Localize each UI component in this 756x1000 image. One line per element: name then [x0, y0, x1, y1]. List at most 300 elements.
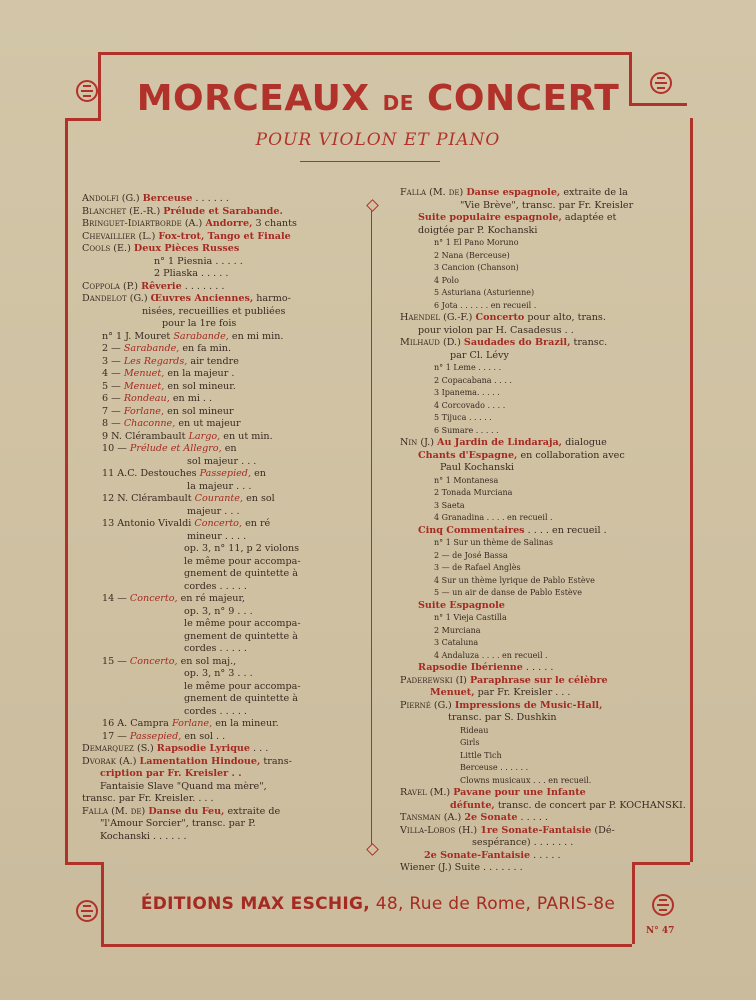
left-entry-text: Rapsodie Lyrique [156, 743, 250, 754]
left-entry-text: 13 Antonio Vivaldi [102, 518, 192, 529]
right-entry-text: 1re Sonate-Fantaisie [480, 824, 592, 836]
left-entry [82, 581, 367, 594]
left-entry-text: trans- [260, 755, 292, 767]
left-entry-text: Kochanski . . . . . . [100, 830, 187, 842]
left-entry-text: "l'Amour Sorcier", transc. par P. [100, 818, 256, 829]
left-entry-text: op. 3, n° 3 . . . [184, 668, 253, 679]
left-entry-text: 7 — [102, 405, 121, 417]
right-entry-text: pour alto, trans. [524, 312, 606, 323]
left-entry [82, 718, 367, 731]
left-entry [82, 406, 367, 419]
left-entry [82, 431, 367, 444]
left-entry [82, 306, 367, 319]
right-entry [400, 837, 685, 850]
right-entry [400, 500, 685, 513]
right-entry-text: dialogue [562, 437, 607, 448]
right-entry-text: en collaboration avec [517, 449, 625, 461]
right-entry [400, 387, 685, 400]
left-entry [82, 393, 367, 406]
left-entry-text: Chaconne, [123, 418, 176, 429]
left-entry-text: la majeur . . . [187, 480, 252, 492]
left-entry-text: Andorre, [205, 218, 253, 229]
left-entry-text: 14 — [102, 593, 127, 604]
right-entry-text: Cinq Commentaires [418, 524, 525, 536]
left-entry-text: n° 1 Piesnia . . . . . [154, 255, 243, 267]
left-entry-text: en fa min. [179, 343, 231, 354]
right-entry [400, 825, 685, 838]
right-entry [400, 687, 685, 700]
left-entry [82, 418, 367, 431]
left-entry-text: extraite de [224, 805, 281, 817]
left-entry [82, 493, 367, 506]
left-entry-text: . . . [249, 743, 269, 754]
right-entry-text: 2e Sonate-Fantaisie [424, 849, 531, 861]
right-entry-text: "Vie Brève", transc. par Fr. Kreisler [460, 199, 634, 211]
right-entry-text: Girls [460, 738, 480, 747]
right-entry [400, 462, 685, 475]
left-entry-text: Chevaillier (L.) [82, 230, 156, 242]
left-entry [82, 793, 367, 806]
left-entry-text: pour la 1re fois [162, 318, 237, 329]
left-entry-text: nisées, recueillies et publiées [142, 305, 286, 317]
left-entry-text: en sol . . [181, 730, 226, 742]
left-entry-text: en [251, 468, 266, 479]
left-entry-text: Passepied, [199, 468, 252, 479]
right-entry [400, 400, 685, 413]
left-entry [82, 281, 367, 294]
left-entry [82, 768, 367, 781]
right-entry [400, 275, 685, 288]
right-entry [400, 600, 685, 613]
right-entry-text: Menuet, [430, 687, 475, 698]
right-entry-text: 2 — de José Bassa [434, 550, 508, 560]
left-entry-text: 11 A.C. Destouches [102, 468, 197, 479]
right-entry [400, 225, 685, 238]
right-entry-text: Clowns musicaux . . . en recueil. [460, 775, 592, 785]
page-number: N° 47 [646, 926, 675, 936]
frame-bottom-ledge-left [65, 862, 101, 865]
left-entry-text: en sol mineur. [164, 380, 236, 392]
left-entry-text: Passepied, [129, 730, 182, 742]
left-entry [82, 806, 367, 819]
left-entry [82, 456, 367, 469]
left-entry-text: Sarabande, [173, 330, 229, 342]
left-entry [82, 506, 367, 519]
right-entry-text: extraite de la [560, 187, 628, 198]
title-rule [300, 161, 440, 162]
right-entry [400, 637, 685, 650]
right-entry [400, 262, 685, 275]
right-entry [400, 375, 685, 388]
left-entry-text: 3 chants [255, 218, 297, 229]
right-entry [400, 525, 685, 538]
left-entry-text: 3 — [102, 355, 121, 367]
right-entry [400, 587, 685, 600]
right-entry [400, 700, 685, 713]
right-entry [400, 812, 685, 825]
left-entry-text: Largo, [188, 430, 221, 442]
left-entry-text: Prélude et Allegro, [129, 443, 222, 454]
page-title: MORCEAUX DE CONCERT [136, 78, 620, 119]
right-entry [400, 250, 685, 263]
right-entry-text: transc. [570, 337, 608, 348]
left-entry-text: 17 — [102, 730, 127, 742]
right-entry-text: doigtée par P. Kochanski [418, 224, 538, 236]
left-entry [82, 818, 367, 831]
left-entry-text: transc. par Fr. Kreisler. . . . [82, 793, 214, 804]
left-entry-text: 16 A. Campra [102, 718, 169, 729]
left-entry-text: Sarabande, [123, 343, 180, 354]
right-entry-text: Saudades do Brazil, [463, 337, 571, 348]
left-entry [82, 656, 367, 669]
left-entry-text: "Quand ma mère", [173, 780, 267, 792]
left-entry [82, 681, 367, 694]
right-entry-text: Villa-Lobos (H.) [400, 824, 478, 836]
right-entry-text: Paraphrase sur le célèbre [470, 674, 608, 686]
left-entry [82, 706, 367, 719]
left-entry-text: gnement de quintette à [184, 568, 298, 579]
right-entry-text: 3 — de Rafael Anglès [434, 563, 521, 572]
left-entry-text: Rondeau, [123, 393, 170, 404]
right-entry-text: transc. par S. Dushkin [448, 712, 557, 723]
right-entry [400, 425, 685, 438]
right-entry-text: Paul Kochanski [440, 462, 514, 473]
left-entry [82, 693, 367, 706]
left-entry [82, 443, 367, 456]
right-entry-text: par Cl. Lévy [450, 349, 509, 361]
publisher-line: ÉDITIONS MAX ESCHIG, 48, Rue de Rome, PARIS-8e [140, 894, 616, 914]
left-entry [82, 193, 367, 206]
left-entry-text: majeur . . . [187, 505, 240, 517]
left-entry-text: 2 — [102, 343, 121, 354]
left-entry [82, 206, 367, 219]
right-entry [400, 787, 685, 800]
left-entry-text: Concerto, [194, 518, 243, 529]
right-entry-text: 4 Andaluza . . . . en recueil . [434, 650, 548, 660]
left-entry-text: . . . . . . [192, 193, 229, 204]
right-entry [400, 750, 685, 763]
right-entry-text: Danse espagnole, [466, 187, 561, 198]
right-entry [400, 412, 685, 425]
right-entry [400, 712, 685, 725]
left-entry-text: Danse du Feu, [148, 805, 225, 817]
left-entry-text: en ré majeur, [177, 593, 246, 604]
right-entry [400, 725, 685, 738]
left-entry-text: le même pour accompa- [184, 618, 301, 629]
right-entry [400, 612, 685, 625]
right-entry-text: Little Tich [460, 750, 502, 760]
left-entry-text: en sol maj., [177, 655, 237, 667]
right-entry-text: Pierné (G.) [400, 699, 452, 711]
left-entry-text: mineur . . . . [187, 530, 247, 542]
left-entry-text: Demarquez (S.) [82, 743, 154, 754]
right-entry-text: 2 Tonada Murciana [434, 488, 513, 497]
left-entry-text: Fantaisie Slave [100, 780, 174, 792]
right-entry [400, 325, 685, 338]
left-entry-text: cription par Fr. Kreisler . . [100, 768, 242, 779]
left-entry-text: Coppola (P.) [82, 280, 139, 292]
left-entry-text: en sol [243, 493, 275, 504]
right-entry-text: . . . . . . . [480, 862, 523, 873]
right-entry-text: Nin (J.) [400, 437, 434, 448]
left-entry [82, 643, 367, 656]
left-entry-text: Concerto, [129, 593, 178, 604]
left-entry-text: en la mineur. [212, 718, 279, 729]
left-entry [82, 243, 367, 256]
left-entry [82, 731, 367, 744]
left-entry-text: en la majeur . [164, 368, 235, 379]
left-entry [82, 781, 367, 794]
right-entry-text: Suite [454, 862, 480, 873]
right-entry-text: 3 Saeta [434, 500, 465, 510]
right-entry-text: défunte, [450, 799, 495, 811]
right-entry-text: n° 1 Leme . . . . . [434, 363, 502, 372]
left-entry [82, 356, 367, 369]
right-entry [400, 200, 685, 213]
right-entry-text: n° 1 Montanesa [434, 475, 499, 485]
left-entry [82, 531, 367, 544]
right-entry-text: pour violon par H. Casadesus . . [418, 324, 574, 336]
frame-bottom [101, 944, 632, 947]
right-entry-text: par Fr. Kreisler . . . [474, 687, 571, 698]
left-entry [82, 556, 367, 569]
right-entry-text: Wiener (J.) [400, 862, 452, 873]
left-entry-text: Courante, [194, 493, 244, 504]
left-entry-text: Berceuse [142, 193, 193, 204]
right-entry [400, 337, 685, 350]
left-entry-text: Menuet, [123, 368, 165, 379]
left-entry-text: 6 — [102, 393, 121, 404]
right-entry [400, 650, 685, 663]
left-entry [82, 831, 367, 844]
left-entry [82, 381, 367, 394]
right-entry-text: (Dé- [591, 824, 615, 836]
left-entry-text: en mi . . [169, 393, 213, 404]
left-entry [82, 606, 367, 619]
left-entry [82, 218, 367, 231]
left-entry [82, 268, 367, 281]
right-entry-text: 3 Ipanema. . . . . [434, 388, 500, 397]
right-entry-text: transc. de concert par P. KOCHANSKI. [494, 799, 686, 811]
left-entry-text: 4 — [102, 368, 121, 379]
left-entry-text: Forlane, [123, 405, 165, 417]
right-entry [400, 800, 685, 813]
left-entry [82, 756, 367, 769]
left-entry-text: en mi min. [228, 330, 284, 342]
right-column [400, 187, 685, 875]
right-entry-text: 2 Copacabana . . . . [434, 375, 512, 385]
right-entry-text: . . . . . [522, 662, 554, 673]
page-subtitle: POUR VIOLON ET PIANO [255, 130, 501, 150]
left-entry [82, 743, 367, 756]
left-column [82, 193, 367, 843]
left-entry-text: cordes . . . . . [184, 705, 247, 717]
right-entry-text: n° 1 Sur un thème de Salinas [434, 538, 553, 547]
right-entry-text: 2e Sonate [464, 812, 518, 823]
right-entry-text: adaptée et [561, 212, 617, 223]
right-entry [400, 862, 685, 875]
right-entry-text: 6 Sumare . . . . . [434, 425, 499, 435]
right-entry [400, 575, 685, 588]
left-entry-text: . . . . . . . [181, 280, 225, 292]
right-entry [400, 487, 685, 500]
right-entry [400, 300, 685, 313]
left-entry-text: Œuvres Anciennes, [150, 293, 254, 304]
right-entry [400, 212, 685, 225]
right-entry-text: 2 Murciana [434, 625, 481, 635]
left-entry-text: le même pour accompa- [184, 680, 301, 692]
right-entry-text: Au Jardin de Lindaraja, [437, 437, 563, 448]
left-entry-text: gnement de quintette à [184, 630, 298, 642]
right-entry-text: 5 — un air de danse de Pablo Estève [434, 588, 582, 597]
left-entry [82, 481, 367, 494]
left-entry [82, 543, 367, 556]
right-entry [400, 625, 685, 638]
left-entry-text: Falla (M. de) [82, 805, 146, 817]
frame-top [98, 52, 632, 55]
right-entry-text: Berceuse . . . . . . [460, 763, 529, 772]
left-entry [82, 318, 367, 331]
right-entry [400, 512, 685, 525]
left-entry-text: op. 3, n° 9 . . . [184, 605, 253, 617]
left-entry [82, 231, 367, 244]
left-entry-text: Dandelot (G.) [82, 293, 148, 304]
right-entry-text: Rideau [460, 725, 489, 735]
left-entry-text: Andolfi (G.) [82, 193, 140, 204]
right-entry-text: Falla (M. de) [400, 187, 464, 198]
right-entry-text: Impressions de Music-Hall, [454, 699, 603, 711]
right-entry [400, 562, 685, 575]
left-entry-text: en [221, 443, 237, 454]
left-entry [82, 631, 367, 644]
right-entry-text: Rapsodie Ibérienne [418, 662, 523, 673]
column-divider [371, 205, 372, 850]
right-entry-text: Suite Espagnole [418, 599, 505, 611]
left-entry-text: en ut majeur [175, 418, 241, 429]
left-entry [82, 331, 367, 344]
right-entry-text: Haendel (G.-F.) [400, 312, 473, 323]
right-entry [400, 662, 685, 675]
right-entry [400, 362, 685, 375]
left-entry-text: op. 3, n° 11, p 2 violons [184, 543, 300, 554]
right-entry-text: 3 Cancion (Chanson) [434, 263, 519, 272]
left-entry-text: Menuet, [123, 380, 165, 392]
left-entry-text: gnement de quintette à [184, 693, 298, 704]
right-entry [400, 312, 685, 325]
left-entry-text: 15 — [102, 655, 127, 667]
right-entry-text: Suite populaire espagnole, [418, 212, 562, 223]
left-entry-text: air tendre [187, 355, 239, 367]
left-entry-text: Blanchet (E.-R.) [82, 205, 161, 217]
right-entry-text: . . . . . [517, 812, 548, 823]
left-entry-text: sol majeur . . . [187, 455, 257, 467]
right-entry [400, 850, 685, 863]
right-entry-text: Chants d'Espagne, [418, 449, 518, 461]
left-entry-text: en ré [242, 518, 271, 529]
right-entry-text: 5 Asturiana (Asturienne) [434, 288, 535, 297]
right-entry [400, 437, 685, 450]
left-entry [82, 593, 367, 606]
left-entry [82, 518, 367, 531]
left-entry-text: Lamentation Hindoue, [139, 755, 261, 767]
left-entry-text: en ut min. [220, 430, 273, 442]
right-entry-text: 6 Jota . . . . . . en recueil . [434, 300, 537, 310]
left-entry-text: cordes . . . . . [184, 580, 247, 592]
left-entry-text: 12 N. Clérambault [102, 493, 192, 504]
left-entry-text: Les Regards, [123, 355, 188, 367]
right-entry [400, 187, 685, 200]
right-entry-text: Pavane pour une Infante [453, 787, 586, 798]
left-entry [82, 618, 367, 631]
right-entry [400, 237, 685, 250]
left-entry [82, 368, 367, 381]
left-entry-text: 8 — [102, 418, 121, 429]
right-entry-text: n° 1 Vieja Castilla [434, 613, 507, 622]
right-entry-text: . . . . . [530, 849, 561, 861]
right-entry [400, 350, 685, 363]
right-entry-text: 4 Sur un thème lyrique de Pablo Estève [434, 575, 595, 585]
left-entry-text: Bringuet-Idiartborde (A.) [82, 218, 203, 229]
left-entry-text: Deux Pièces Russes [133, 243, 240, 254]
right-entry-text: Tansman (A.) [400, 812, 462, 823]
right-entry [400, 737, 685, 750]
right-entry-text: sespérance) . . . . . . . [472, 837, 574, 848]
left-entry-text: 2 Pliaska . . . . . [154, 268, 229, 279]
left-entry [82, 343, 367, 356]
left-entry-text: Concerto, [129, 655, 178, 667]
right-entry-text: 5 Tijuca . . . . . [434, 413, 492, 422]
left-entry-text: Prélude et Sarabande. [163, 205, 283, 217]
right-entry-text: 3 Cataluna [434, 638, 479, 647]
right-entry-text: 4 Polo [434, 275, 459, 285]
right-entry [400, 762, 685, 775]
right-entry-text: 2 Nana (Berceuse) [434, 250, 510, 260]
left-entry-text: n° 1 J. Mouret [102, 330, 171, 342]
right-entry [400, 450, 685, 463]
left-entry-text: harmo- [253, 293, 291, 304]
left-entry-text: Dvorak (A.) [82, 755, 137, 767]
left-entry [82, 256, 367, 269]
right-entry-text: Concerto [475, 312, 525, 323]
left-entry [82, 468, 367, 481]
left-entry-text: 5 — [102, 380, 121, 392]
right-entry-text: 4 Granadina . . . . en recueil . [434, 513, 553, 522]
right-entry [400, 287, 685, 300]
left-entry [82, 568, 367, 581]
left-entry [82, 668, 367, 681]
left-entry-text: Cools (E.) [82, 243, 131, 254]
left-entry-text: cordes . . . . . [184, 643, 247, 654]
left-entry-text: 9 N. Clérambault [102, 430, 186, 442]
left-entry [82, 293, 367, 306]
right-entry-text: . . . . en recueil . [524, 524, 607, 536]
left-entry-text: Forlane, [171, 718, 213, 729]
right-entry-text: Milhaud (D.) [400, 337, 461, 348]
right-entry [400, 537, 685, 550]
left-entry-text: en sol mineur [164, 405, 234, 417]
right-entry [400, 775, 685, 788]
left-entry-text: Fox-trot, Tango et Finale [158, 230, 291, 242]
right-entry [400, 675, 685, 688]
right-entry-text: Paderewski (I) [400, 674, 467, 686]
left-entry-text: 10 — [102, 443, 127, 454]
right-entry-text: Ravel (M.) [400, 787, 451, 798]
right-entry-text: 4 Corcovado . . . . [434, 400, 506, 410]
left-entry-text: le même pour accompa- [184, 555, 301, 567]
left-entry-text: Rêverie [141, 280, 182, 292]
right-entry [400, 550, 685, 563]
right-entry-text: n° 1 El Pano Moruno [434, 238, 519, 247]
